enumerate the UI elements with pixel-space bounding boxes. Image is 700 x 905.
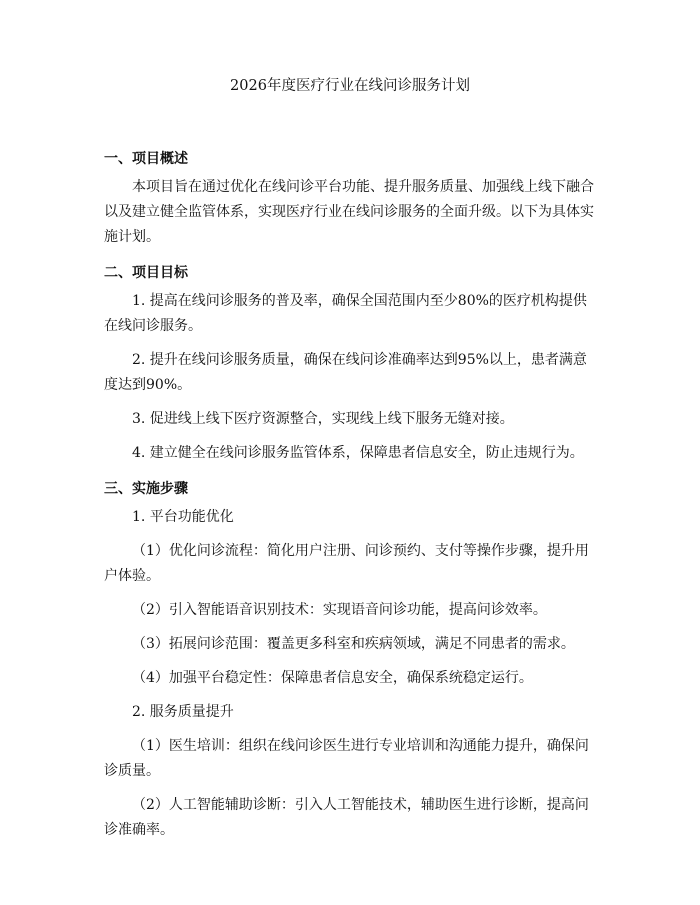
goal-item: 3. 促进线上线下医疗资源整合，实现线上线下服务无缝对接。 [132,411,514,427]
section-heading-goals: 二、项目目标 [104,265,188,281]
section-heading-overview: 一、项目概述 [104,151,188,167]
step-sub-item: （4）加强平台稳定性：保障患者信息安全，确保系统稳定运行。 [132,670,533,686]
overview-paragraph: 本项目旨在通过优化在线问诊平台功能、提升服务质量、加强线上线下融合以及建立健全监管体系，实现医疗行业在线问诊服务的全面升级。以下为具体实施计划。 [104,179,594,245]
step-sub-item: （2）引入智能语音识别技术：实现语音问诊功能，提高问诊效率。 [132,602,547,618]
document-title: 2026年度医疗行业在线问诊服务计划 [230,78,470,94]
step-sub-item: （3）拓展问诊范围：覆盖更多科室和疾病领域，满足不同患者的需求。 [132,636,575,652]
section-heading-steps: 三、实施步骤 [104,481,188,497]
goal-item: 4. 建立健全在线问诊服务监管体系，保障患者信息安全，防止违规行为。 [132,445,584,461]
goal-item: 2. 提升在线问诊服务质量，确保在线问诊准确率达到95%以上，患者满意度达到90%。 [104,352,587,393]
goal-item: 1. 提高在线问诊服务的普及率，确保全国范围内至少80%的医疗机构提供在线问诊服务。 [104,293,587,334]
step-label: 1. 平台功能优化 [132,509,234,525]
step-sub-item: （1）优化问诊流程：简化用户注册、问诊预约、支付等操作步骤，提升用户体验。 [104,543,589,584]
step-label: 2. 服务质量提升 [132,704,234,720]
step-sub-item: （2）人工智能辅助诊断：引入人工智能技术，辅助医生进行诊断，提高问诊准确率。 [104,797,589,838]
step-sub-item: （1）医生培训：组织在线问诊医生进行专业培训和沟通能力提升，确保问诊质量。 [104,738,589,779]
